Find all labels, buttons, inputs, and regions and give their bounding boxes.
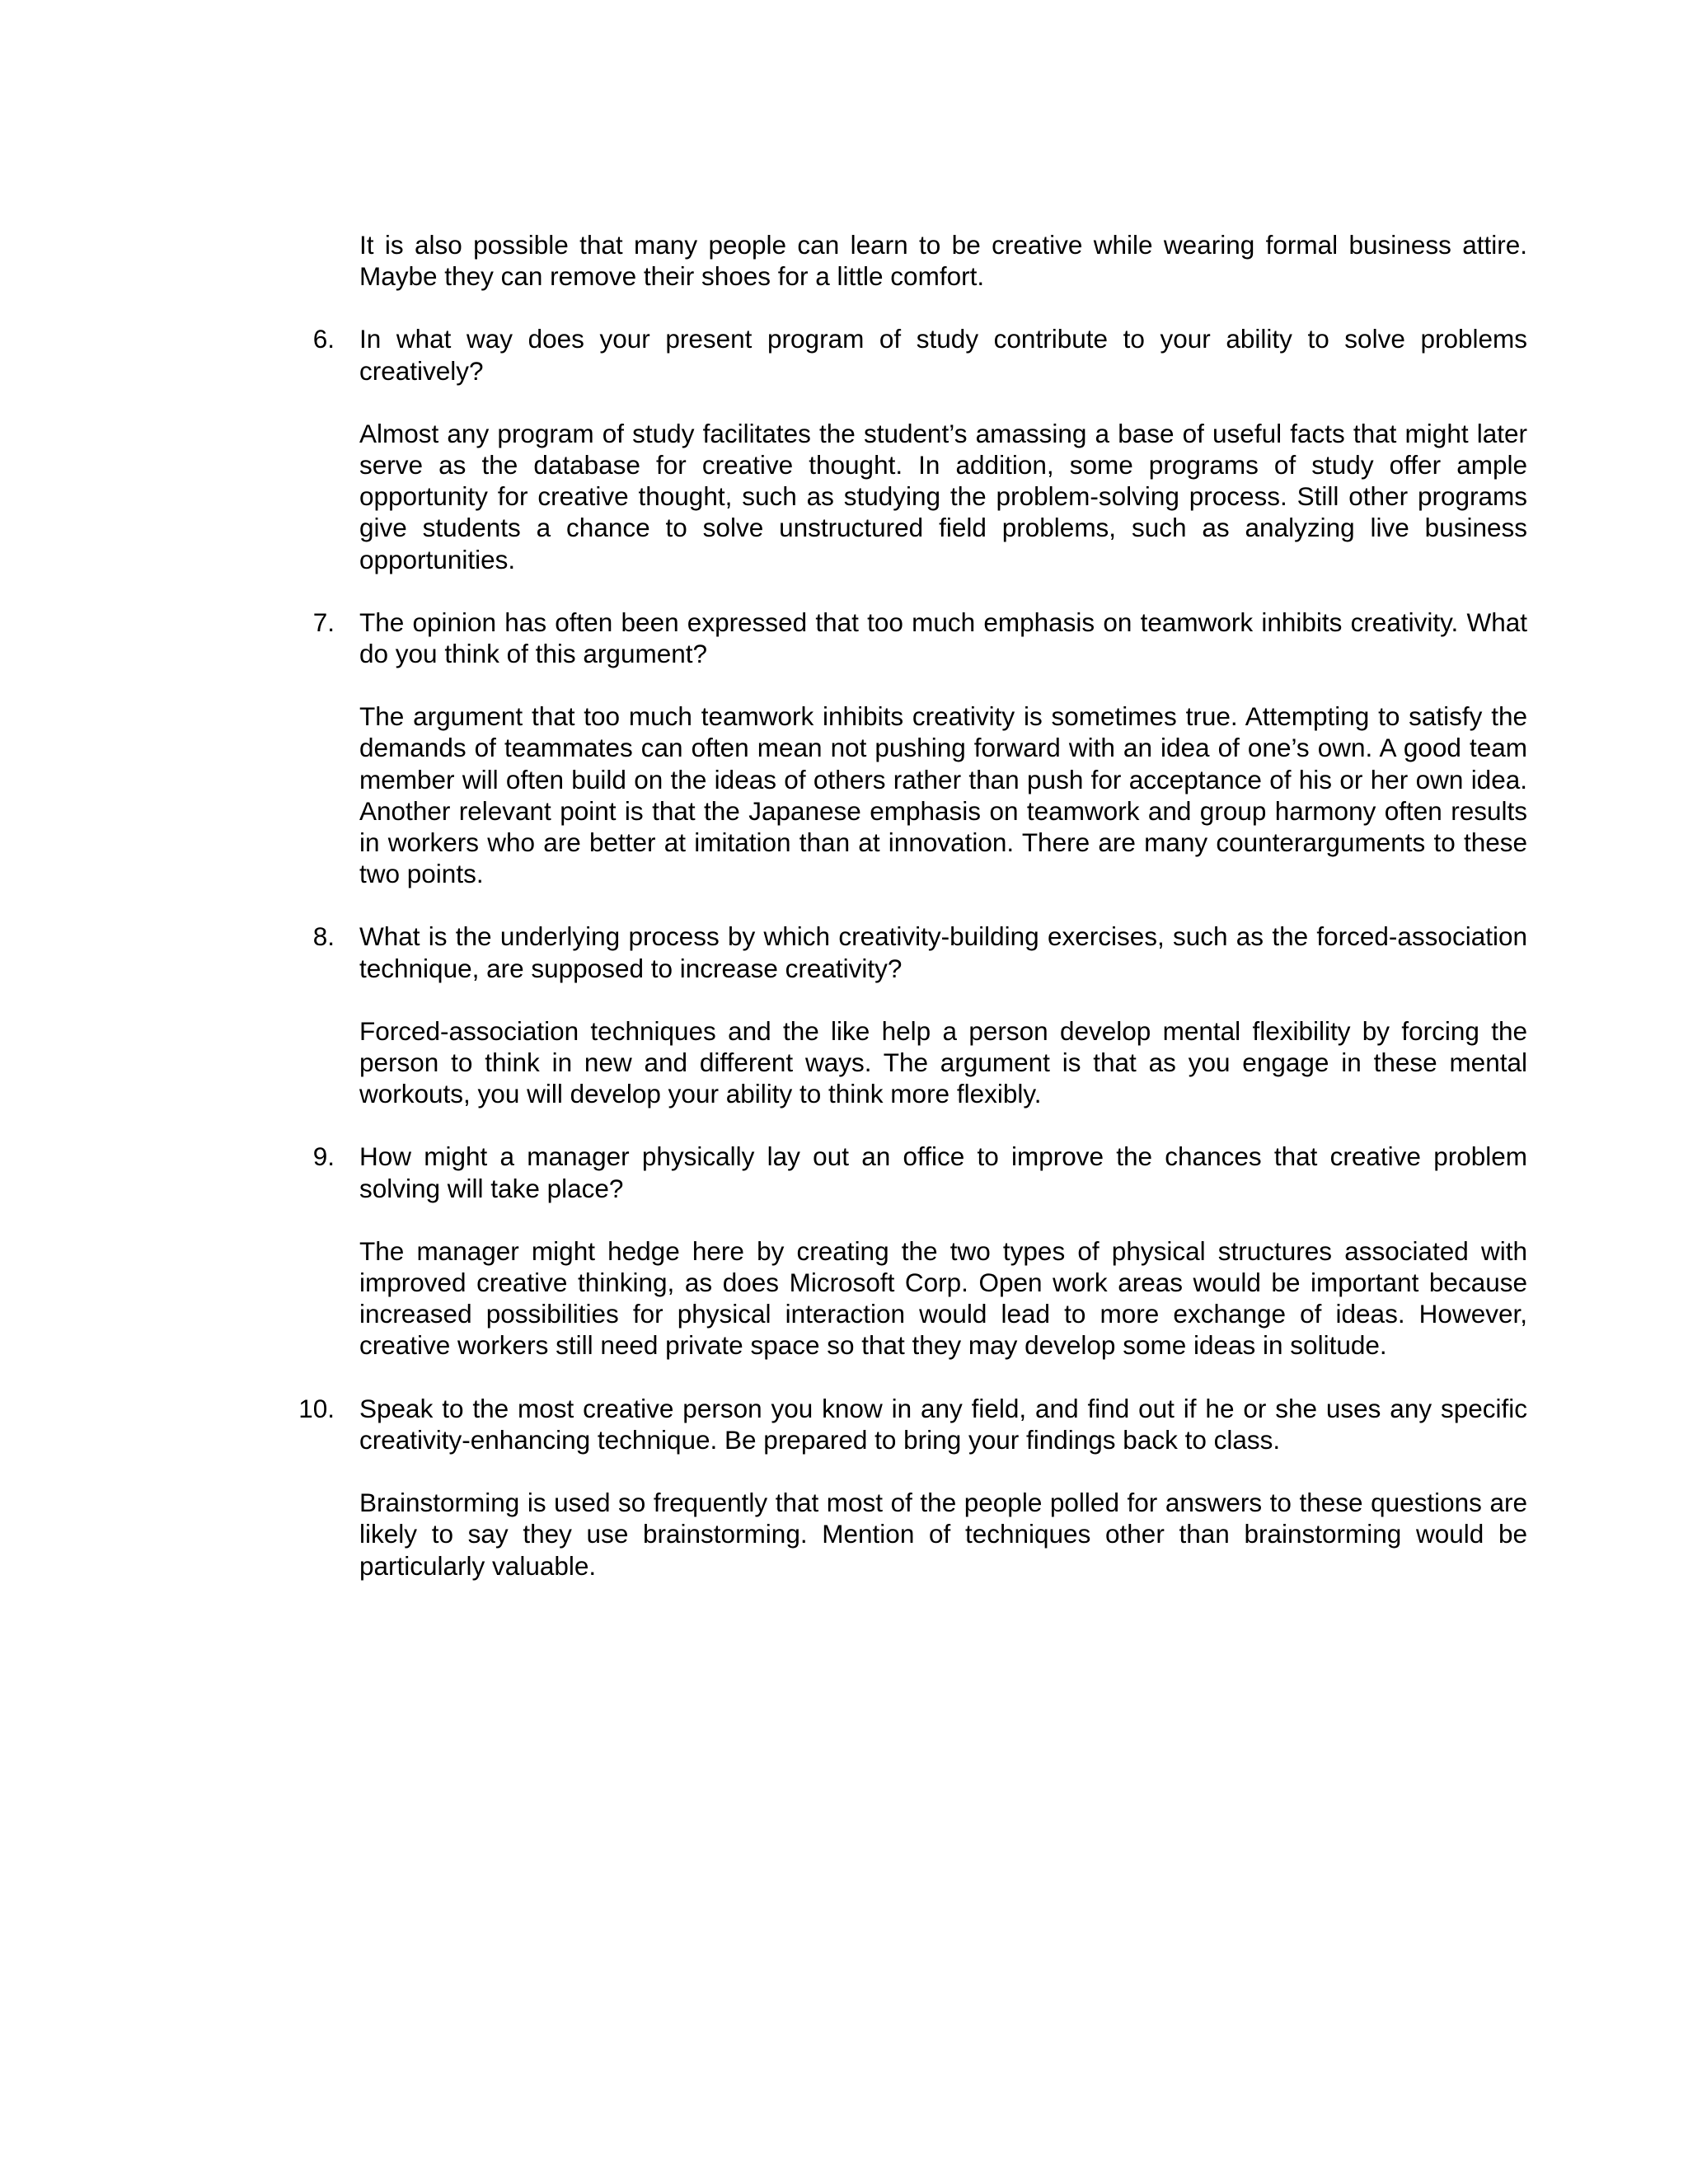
spacer bbox=[0, 1361, 1688, 1393]
spacer bbox=[0, 387, 1688, 418]
item-number: 7. bbox=[312, 607, 335, 637]
question-text: How might a manager physically lay out an office to improve the chances that creative problem solving will take place? bbox=[359, 1141, 1527, 1203]
spacer bbox=[0, 1455, 1688, 1487]
spacer bbox=[0, 1204, 1688, 1235]
question-item-7 bbox=[0, 607, 1688, 890]
item-number: 8. bbox=[312, 921, 335, 952]
answer-text: The manager might hedge here by creating the two types of physical structures associated with improved creative thinking, as does Microsoft Corp. Open work areas would be important because increased possibilities for physical interaction would lead to more exchange of ideas. However, creative workers still need private space so that they may develop some ideas in solitude. bbox=[359, 1235, 1527, 1361]
question-item-10 bbox=[0, 1393, 1688, 1582]
document-content bbox=[0, 229, 1688, 1582]
question-item-6 bbox=[0, 323, 1688, 574]
answer-text: Forced-association techniques and the like help a person develop mental flexibility by forcing the person to think in new and different ways. The argument is that as you engage in these mental workouts, you will develop your ability to think more flexibly. bbox=[359, 1015, 1527, 1109]
answer-text: Almost any program of study facilitates the student’s amassing a base of useful facts that might later serve as the database for creative thought. In addition, some programs of study offer ample opportunity for creative thought, such as studying the problem-solving process. Still other programs give students a chance to solve unstructured field problems, such as analyzing live business opportunities. bbox=[359, 418, 1527, 574]
spacer bbox=[0, 1109, 1688, 1141]
answer-text: The argument that too much teamwork inhibits creativity is sometimes true. Attempting to satisfy the demands of teammates can often mean not pushing forward with an idea of one’s own. A good team member will often build on the ideas of others rather than push for acceptance of his or her own idea. Another relevant point is that the Japanese emphasis on teamwork and group harmony often results in workers who are better at imitation than at innovation. There are many counterarguments to these two points. bbox=[359, 701, 1527, 889]
item-number: 10. bbox=[298, 1393, 335, 1423]
item-number: 6. bbox=[312, 324, 335, 354]
question-text: The opinion has often been expressed that too much emphasis on teamwork inhibits creativity. What do you think of this argument? bbox=[359, 607, 1527, 669]
spacer bbox=[0, 575, 1688, 607]
answer-text: Brainstorming is used so frequently that most of the people polled for answers to these questions are likely to say they use brainstorming. Mention of techniques other than brainstorming would be particularly valuable. bbox=[359, 1488, 1527, 1581]
question-item-9 bbox=[0, 1141, 1688, 1361]
spacer bbox=[0, 889, 1688, 921]
spacer bbox=[0, 669, 1688, 701]
question-text: What is the underlying process by which creativity-building exercises, such as the forced-association technique, are supposed to increase creativity? bbox=[359, 921, 1527, 983]
spacer bbox=[0, 984, 1688, 1015]
question-text: Speak to the most creative person you know in any field, and find out if he or she uses any specific creativity-enhancing technique. Be prepared to bring your findings back to class. bbox=[359, 1393, 1527, 1455]
intro-paragraph: It is also possible that many people can learn to be creative while wearing formal business attire. Maybe they can remove their shoes for a little comfort. bbox=[359, 230, 1527, 292]
spacer bbox=[0, 292, 1688, 323]
question-item-8 bbox=[0, 921, 1688, 1109]
question-text: In what way does your present program of study contribute to your ability to solve problems creatively? bbox=[359, 324, 1527, 386]
item-number: 9. bbox=[312, 1141, 335, 1172]
